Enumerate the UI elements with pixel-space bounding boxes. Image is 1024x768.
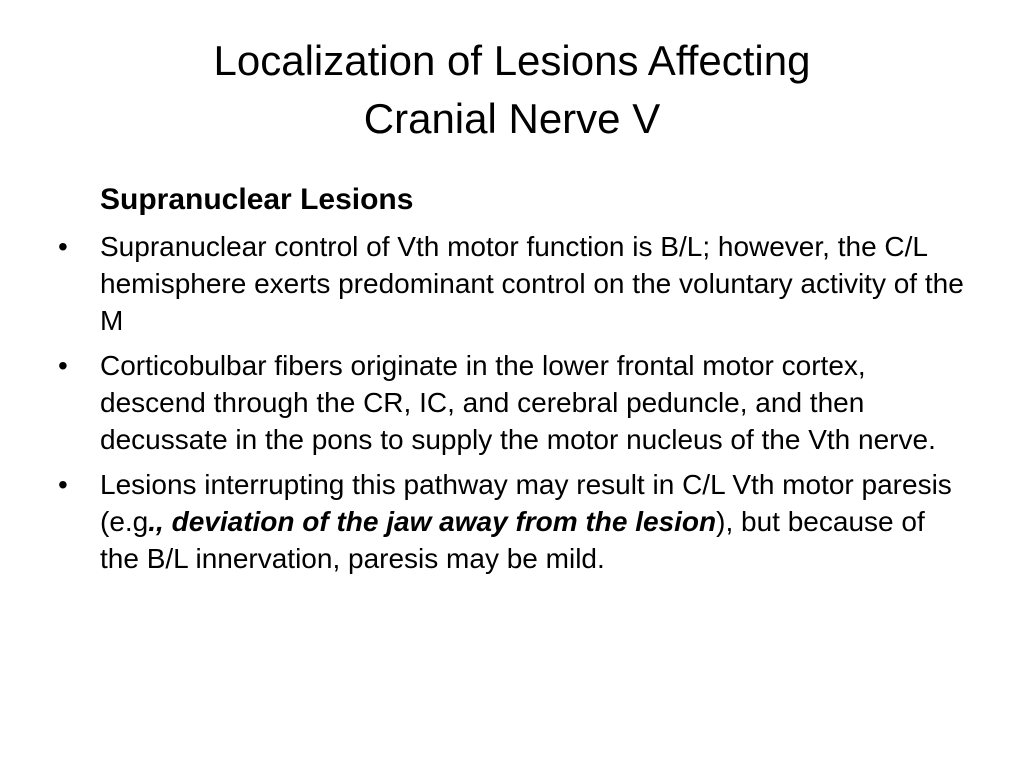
bullet-item [58, 228, 968, 339]
title-line-1: Localization of Lesions Affecting [213, 37, 811, 84]
bullet-text: Corticobulbar fibers originate in the lower frontal motor cortex, descend through the CR, IC, and cerebral peduncle, and then decussate in the pons to supply the motor nucleus of the Vth nerve. [100, 350, 936, 455]
slide-title [60, 32, 964, 148]
bullet-item [58, 466, 968, 577]
slide-body [58, 180, 968, 585]
bullet-dot-icon: • [58, 469, 68, 500]
section-subheading: Supranuclear Lesions [100, 183, 414, 216]
bullet-item [58, 347, 968, 458]
bullet-text-part: ), but because of the B/L innervation, paresis may be mild. [100, 506, 925, 574]
bullet-text: Supranuclear control of Vth motor function is B/L; however, the C/L hemisphere exerts predominant control on the voluntary activity of the M [100, 231, 964, 336]
bullet-list [58, 228, 968, 577]
bullet-dot-icon: • [58, 231, 68, 262]
bullet-emphasis-text: ., deviation of the jaw away from the lesion [148, 506, 717, 537]
bullet-text-part: Lesions interrupting this pathway may result in C/L Vth motor paresis (e.g [100, 469, 952, 537]
bullet-dot-icon: • [58, 350, 68, 381]
title-line-2: Cranial Nerve V [363, 95, 661, 142]
